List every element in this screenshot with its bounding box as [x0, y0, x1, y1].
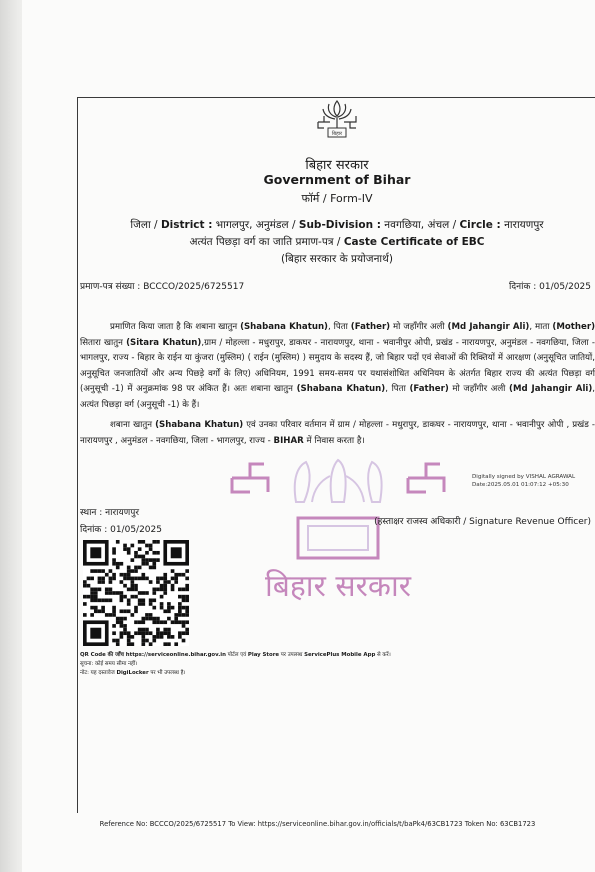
verification-notes	[80, 651, 391, 678]
officer-signature-caption	[374, 514, 591, 527]
certificate-paragraph-2: शबाना खातुन (Shabana Khatun) एवं उनका परिवार वर्तमान में ग्राम / मोहल्ला - मधुरापुर, डाकघर - नारायणपुर, थाना - भवानीपुर ओपी , प्रखंड - नारायणपुर , अनुमंडल - नवगछिया, जिला - भागलपुर, राज्य - BIHAR में निवास करता है।	[80, 420, 595, 446]
issue-date	[509, 279, 591, 292]
certificate-number	[80, 279, 244, 292]
district-label: District :	[160, 219, 213, 231]
district-prefix: जिला /	[130, 219, 161, 231]
govt-title-hindi: बिहार सरकार	[305, 158, 369, 173]
circle-value: नारायणपुर	[500, 219, 544, 231]
subdivision-value: नवगछिया, अंचल /	[380, 219, 460, 231]
verification-qr-code	[83, 540, 189, 646]
footer-reference: Reference No: BCCCO/2025/6725517 To View: https://serviceonline.bihar.gov.in/officials/t/baPk4/63CB1723 Token No: 63CB1723	[99, 820, 536, 828]
digital-signature-date: Date:2025.05.01 01:07:12 +05:30	[472, 482, 569, 488]
place-label: स्थान :	[80, 508, 106, 518]
certificate-number-value: BCCCO/2025/6725517	[143, 282, 245, 292]
bihar-emblem-icon	[313, 98, 361, 144]
circle-label: Circle :	[459, 219, 501, 231]
issue-date-value: 01/05/2025	[539, 282, 591, 292]
issue-date-label: दिनांक :	[509, 282, 540, 292]
certificate-title	[80, 235, 594, 249]
certificate-title-hindi: अत्यंत पिछड़ा वर्ग का जाति प्रमाण-पत्र /	[189, 236, 344, 248]
officer-caption-english: Signature Revenue Officer)	[469, 517, 591, 527]
place	[80, 505, 139, 518]
govt-title-english: Government of Bihar	[263, 172, 411, 187]
subdivision-label: Sub-Division :	[298, 219, 381, 231]
certificate-title-english: Caste Certificate of EBC	[343, 236, 485, 248]
certificate-paragraph-1: प्रमाणित किया जाता है कि शबाना खातुन (Shabana Khatun), पिता (Father) मो जहाँगीर अली (Md Jahangir Ali), माता (Mother) सितारा खातुन (Sitara Khatun),ग्राम / मोहल्ला - मधुरापुर, डाकघर - नारायणपुर, थाना - भवानीपुर ओपी, प्रखंड - नारायणपुर, अनुमंडल - नवगछिया, जिला - भागलपुर, राज्य - बिहार के राईन या कुंजरा (मुस्लिम) ( राईन (मुस्लिम) ) समुदाय के सदस्य हैं, जो बिहार पदों एवं सेवाओं की रिक्तियों में आरक्षण (अनुसूचित जातियों, अनुसूचित जनजातियों और अन्य पिछड़े वर्गों के लिए) अधिनियम, 1991 समय-समय पर यथासंशोधित अधिनियम के अंतर्गत बिहार राज्य की अत्यंत पिछड़ा वर्ग (अनुसूची -1) में अनुक्रमांक 98 पर अंकित हैं। अतः शबाना खातुन (Shabana Khatun), पिता (Father) मो जहाँगीर अली (Md Jahangir Ali), अत्यंत पिछड़ा वर्ग (अनुसूची -1) के हैं।	[80, 322, 595, 410]
jurisdiction-line	[80, 218, 594, 232]
digital-signature-signer: Digitally signed by VISHAL AGRAWAL	[472, 474, 576, 480]
sign-date-label: दिनांक :	[80, 525, 111, 535]
certificate-purpose: (बिहार सरकार के प्रयोजनार्थ)	[281, 253, 393, 265]
certificate-number-label: प्रमाण-पत्र संख्या :	[80, 282, 144, 292]
emblem-label: बिहार	[331, 131, 343, 137]
form-number: फॉर्म / Form-IV	[301, 192, 373, 205]
watermark-text: बिहार सरकार	[264, 569, 412, 604]
sign-date	[80, 522, 162, 535]
digital-signature	[472, 473, 575, 489]
district-value: भागलपुर, अनुमंडल /	[212, 219, 299, 231]
note-digilocker: नोट: यह दस्तावेज DigiLocker पर भी उपलब्ध है।	[80, 670, 186, 676]
note-validity: सूचना: कोई समय सीमा नहीं।	[80, 661, 138, 667]
bihar-sarkar-watermark	[226, 458, 450, 608]
sign-date-value: 01/05/2025	[110, 525, 162, 535]
officer-caption-hindi: (हस्ताक्षर राजस्व अधिकारी /	[374, 517, 470, 527]
note-qr-check: QR Code की जाँच https://serviceonline.bihar.gov.in पोर्टल एवं Play Store पर उपलब्ध ServicePlus Mobile App से करें।	[80, 652, 391, 658]
place-value: नारायणपुर	[105, 508, 140, 518]
